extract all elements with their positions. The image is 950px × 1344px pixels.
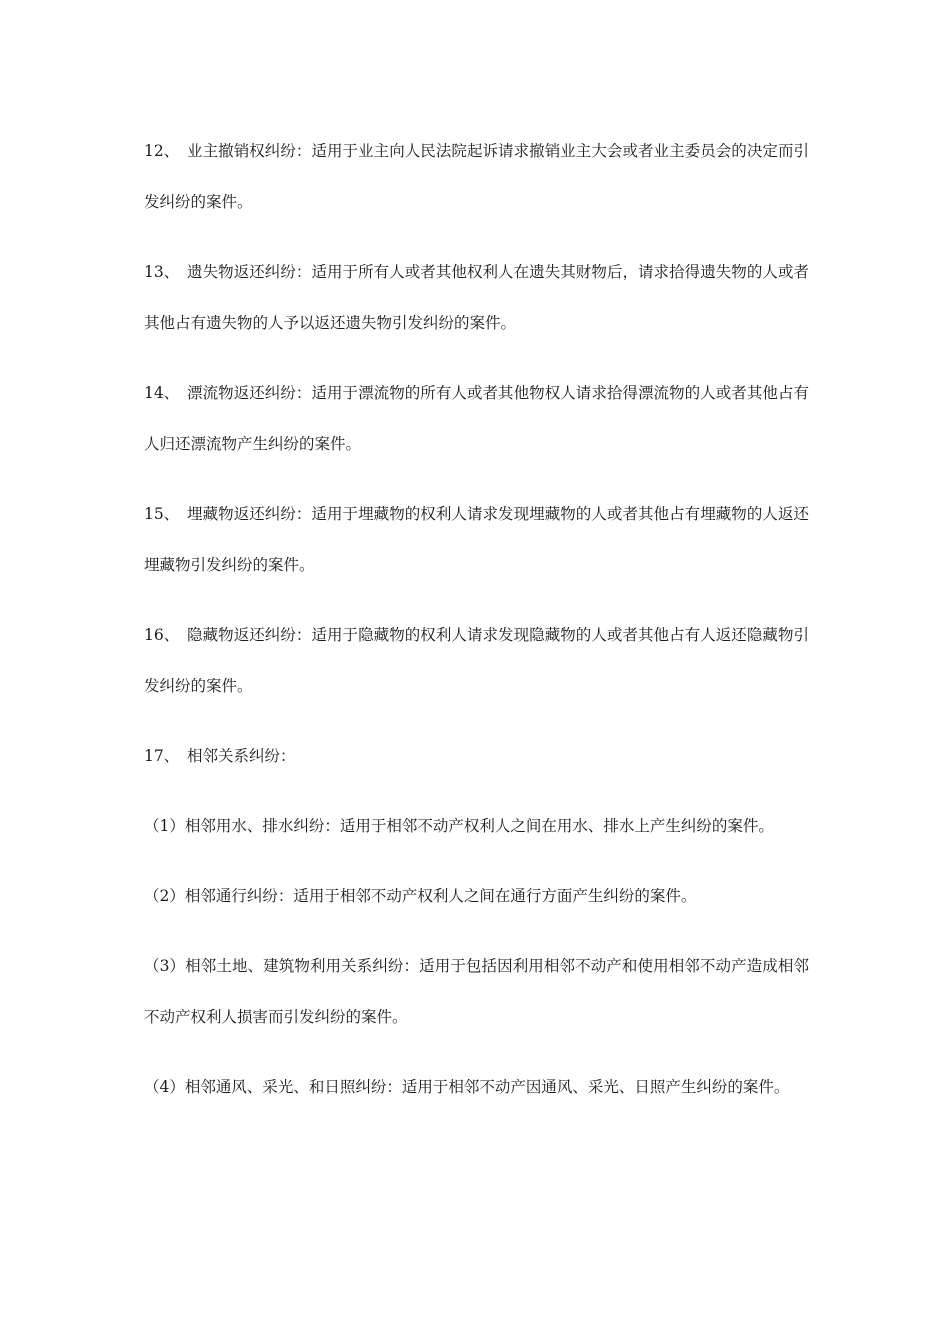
sub-list-item	[144, 871, 809, 922]
item-text: 遗失物返还纠纷：适用于所有人或者其他权利人在遗失其财物后，请求拾得遗失物的人或者其他占有遗失物的人予以返还遗失物引发纠纷的案件。	[144, 263, 809, 332]
sub-item-number: （1）	[144, 817, 185, 835]
document-body	[144, 126, 809, 1132]
list-item	[144, 368, 809, 470]
item-text: 业主撤销权纠纷：适用于业主向人民法院起诉请求撤销业主大会或者业主委员会的决定而引发纠纷的案件。	[144, 142, 809, 211]
list-item	[144, 126, 809, 228]
sub-item-text: 相邻通行纠纷：适用于相邻不动产权利人之间在通行方面产生纠纷的案件。	[184, 887, 697, 905]
item-text: 相邻关系纠纷：	[187, 747, 296, 765]
sub-item-text: 相邻通风、采光、和日照纠纷：适用于相邻不动产因通风、采光、日照产生纠纷的案件。	[184, 1078, 790, 1096]
item-number: 16、	[144, 626, 180, 644]
sub-item-text: 相邻土地、建筑物利用关系纠纷：适用于包括因利用相邻不动产和使用相邻不动产造成相邻不动产权利人损害而引发纠纷的案件。	[144, 957, 809, 1026]
sub-list-item	[144, 941, 809, 1043]
sub-list-item	[144, 801, 809, 852]
list-item	[144, 610, 809, 712]
list-item	[144, 731, 809, 782]
item-text: 隐藏物返还纠纷：适用于隐藏物的权利人请求发现隐藏物的人或者其他占有人返还隐藏物引发纠纷的案件。	[144, 626, 809, 695]
item-number: 17、	[144, 747, 180, 765]
item-number: 12、	[144, 142, 180, 160]
list-item	[144, 247, 809, 349]
sub-item-number: （4）	[144, 1078, 185, 1096]
sub-item-text: 相邻用水、排水纠纷：适用于相邻不动产权利人之间在用水、排水上产生纠纷的案件。	[184, 817, 774, 835]
sub-item-number: （3）	[144, 957, 186, 975]
item-number: 14、	[144, 384, 180, 402]
item-text: 漂流物返还纠纷：适用于漂流物的所有人或者其他物权人请求拾得漂流物的人或者其他占有人归还漂流物产生纠纷的案件。	[144, 384, 809, 453]
list-item	[144, 489, 809, 591]
sub-item-number: （2）	[144, 887, 185, 905]
sub-list-item	[144, 1062, 809, 1113]
item-number: 15、	[144, 505, 180, 523]
item-number: 13、	[144, 263, 180, 281]
item-text: 埋藏物返还纠纷：适用于埋藏物的权利人请求发现埋藏物的人或者其他占有埋藏物的人返还埋藏物引发纠纷的案件。	[144, 505, 809, 574]
